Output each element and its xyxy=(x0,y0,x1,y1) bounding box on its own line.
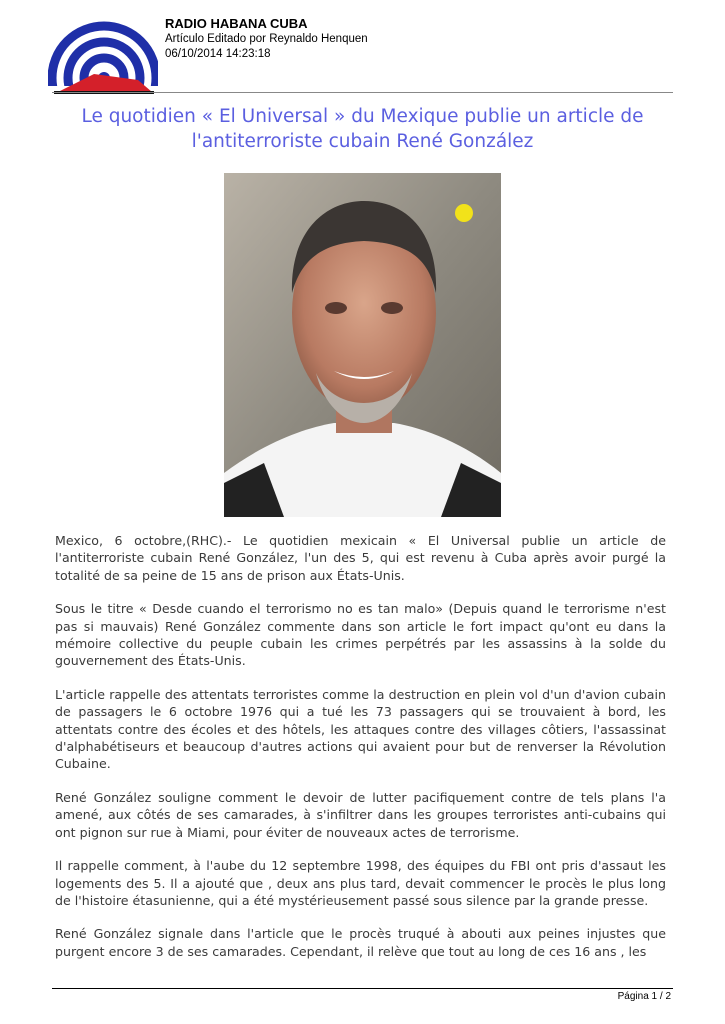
article-paragraph: Sous le titre « Desde cuando el terrorismo no es tan malo» (Depuis quand le terrorisme n'est pas si mauvais) René González commente dans son article le fort impact qu'ont eu dans la mémoire collective du peuple cubain les crimes perpétrés par les assassins à la solde du gouvernement des États-Unis. xyxy=(55,601,666,669)
editor-line: Artículo Editado por Reynaldo Henquen xyxy=(165,33,368,45)
portrait-photo xyxy=(224,173,501,517)
article-paragraph: René González souligne comment le devoir de lutter pacifiquement contre de tels plans l'a amené, aux côtés de ses camarades, à s'infiltrer dans les groupes terroristes anti-cubains qui ont pignon sur rue à Miami, pour éviter de nouveaux actes de terrorisme. xyxy=(55,789,666,840)
article-paragraph: René González signale dans l'article que le procès truqué à abouti aux peines injustes que purgent encore 3 de ses camarades. Cependant, il relève que tout au long de ces 16 ans , les xyxy=(55,926,666,959)
article-paragraph: Il rappelle comment, à l'aube du 12 septembre 1998, des équipes du FBI ont pris d'assaut les logements des 5. Il a ajouté que , deux ans plus tard, devait commencer le procès le plus long de l'histoire étasunienne, qui a été mystérieusement passé sous silence par la grande presse. xyxy=(55,858,666,908)
header-info xyxy=(165,16,368,62)
page-number: Página 1 / 2 xyxy=(617,991,671,1002)
article-title: Le quotidien « El Universal » du Mexique publie un article de l'antiterroriste cubain René González xyxy=(81,106,644,152)
radio-habana-cuba-logo xyxy=(48,16,158,96)
publish-datetime: 06/10/2014 14:23:18 xyxy=(165,48,271,60)
article-paragraph: Mexico, 6 octobre,(RHC).- Le quotidien mexicain « El Universal publie un article de l'antiterroriste cubain René González, l'un des 5, qui est revenu à Cuba après avoir purgé la totalité de sa peine de 15 ans de prison aux États-Unis. xyxy=(55,533,666,583)
header-divider xyxy=(52,92,673,93)
site-name: RADIO HABANA CUBA xyxy=(165,16,308,31)
article-body xyxy=(55,532,666,976)
footer-divider xyxy=(52,988,673,989)
article-paragraph: L'article rappelle des attentats terroristes comme la destruction en plein vol d'un d'avion cubain de passagers le 6 octobre 1976 qui a tué les 73 passagers qui se trouvaient à bord, les attentats contre des écoles et des hôtels, les attaques contre des villages côtiers, l'assassinat d'alphabétiseurs et beaucoup d'autres actions qui avaient pour but de renverser la Révolution Cubaine. xyxy=(55,686,666,772)
